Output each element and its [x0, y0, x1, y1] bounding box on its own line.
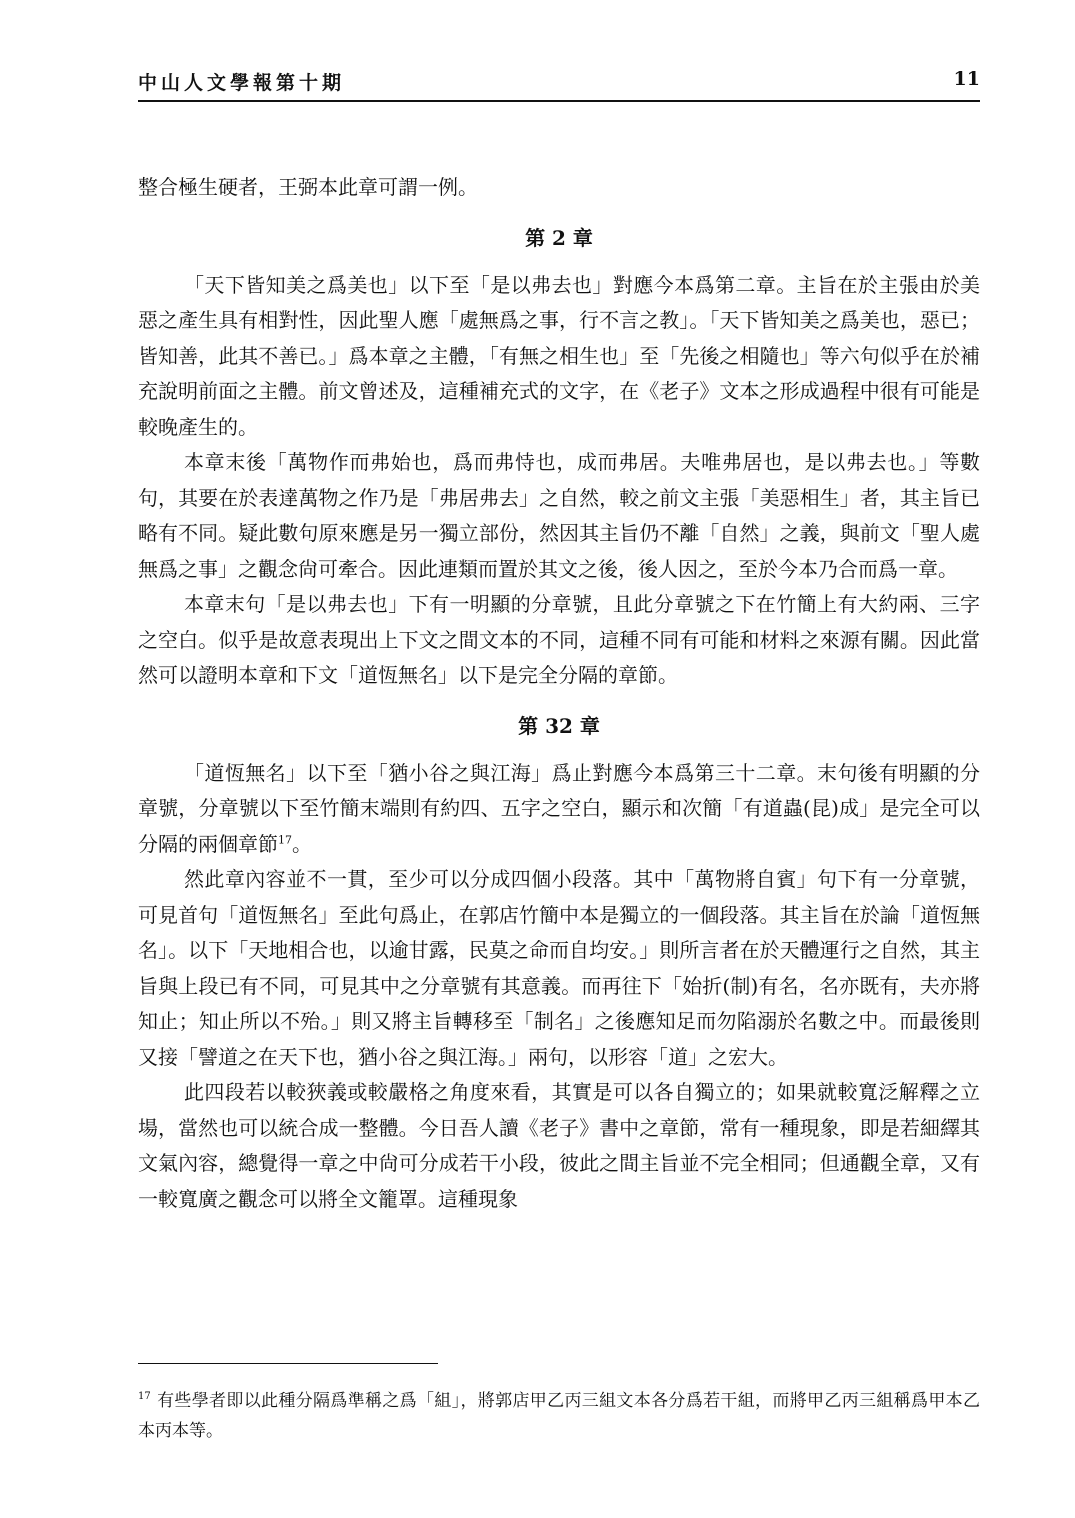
- paragraph: 此四段若以較狹義或較嚴格之角度來看，其實是可以各自獨立的；如果就較寬泛解釋之立場，當然也可以統合成一整體。今日吾人讀《老子》書中之章節，常有一種現象，即是若細繹其文氣內容，總覺得一章之中尙可分成若干小段，彼此之間主旨並不完全相同；但通觀全章，又有一較寬廣之觀念可以將全文籠罩。這種現象: [138, 1080, 980, 1211]
- footnote-reference[interactable]: 17: [278, 832, 292, 846]
- paragraph-end: 。: [292, 831, 312, 856]
- running-header: [138, 68, 980, 98]
- chapter-32-heading: 第 32 章: [518, 713, 600, 738]
- footnote-rule: [138, 1363, 438, 1364]
- chapter-2-heading: 第 2 章: [525, 225, 593, 250]
- main-text: [138, 170, 980, 1217]
- footnote-text: 有些學者即以此種分隔爲準稱之爲「組」，將郭店甲乙丙三組文本各分爲若干組，而將甲乙丙三組稱爲甲本乙本丙本等。: [138, 1391, 980, 1441]
- paragraph: 本章末句「是以弗去也」下有一明顯的分章號，且此分章號之下在竹簡上有大約兩、三字之空白。似乎是故意表現出上下文之間文本的不同，這種不同有可能和材料之來源有關。因此當然可以證明本章和下文「道恆無名」以下是完全分隔的章節。: [138, 592, 980, 687]
- header-rule: [138, 100, 980, 102]
- paragraph-continuation: 整合極生硬者，王弼本此章可謂一例。: [138, 175, 478, 199]
- journal-title: 中山人文學報第十期: [138, 72, 346, 94]
- paragraph-text: 「道恆無名」以下至「猶小谷之與江海」爲止對應今本爲第三十二章。末句後有明顯的分章號，分章號以下至竹簡末端則有約四、五字之空白，顯示和次簡「有道蟲(昆)成」是完全可以分隔的兩個章節: [138, 760, 980, 856]
- paragraph: 「天下皆知美之爲美也」以下至「是以弗去也」對應今本爲第二章。主旨在於主張由於美惡之產生具有相對性，因此聖人應「處無爲之事，行不言之教」。「天下皆知美之爲美也，惡已；皆知善，此其不善已。」爲本章之主體，「有無之相生也」至「先後之相隨也」等六句似乎在於補充說明前面之主體。前文曾述及，這種補充式的文字，在《老子》文本之形成過程中很有可能是較晚產生的。: [138, 272, 980, 439]
- paragraph: 本章末後「萬物作而弗始也，爲而弗恃也，成而弗居。夫唯弗居也，是以弗去也。」等數句，其要在於表達萬物之作乃是「弗居弗去」之自然，較之前文主張「美惡相生」者，其主旨已略有不同。疑此數句原來應是另一獨立部份，然因其主旨仍不離「自然」之義，與前文「聖人處無爲之事」之觀念尙可牽合。因此連類而置於其文之後，後人因之，至於今本乃合而爲一章。: [138, 450, 980, 581]
- footnote: [138, 1386, 980, 1446]
- page-number: 11: [953, 68, 980, 90]
- paragraph: 然此章內容並不一貫，至少可以分成四個小段落。其中「萬物將自賓」句下有一分章號，可見首句「道恆無名」至此句爲止，在郭店竹簡中本是獨立的一個段落。其主旨在於論「道恆無名」。以下「天地相合也，以逾甘露，民莫之命而自均安。」則所言者在於天體運行之自然，其主旨與上段已有不同，可見其中之分章號有其意義。而再往下「始折(制)有名，名亦既有，夫亦將知止；知止所以不殆。」則又將主旨轉移至「制名」之後應知足而勿陷溺於名數之中。而最後則又接「譬道之在天下也，猶小谷之與江海。」兩句，以形容「道」之宏大。: [138, 867, 980, 1069]
- footnote-number: 17: [138, 1391, 151, 1403]
- paragraph: [138, 756, 980, 863]
